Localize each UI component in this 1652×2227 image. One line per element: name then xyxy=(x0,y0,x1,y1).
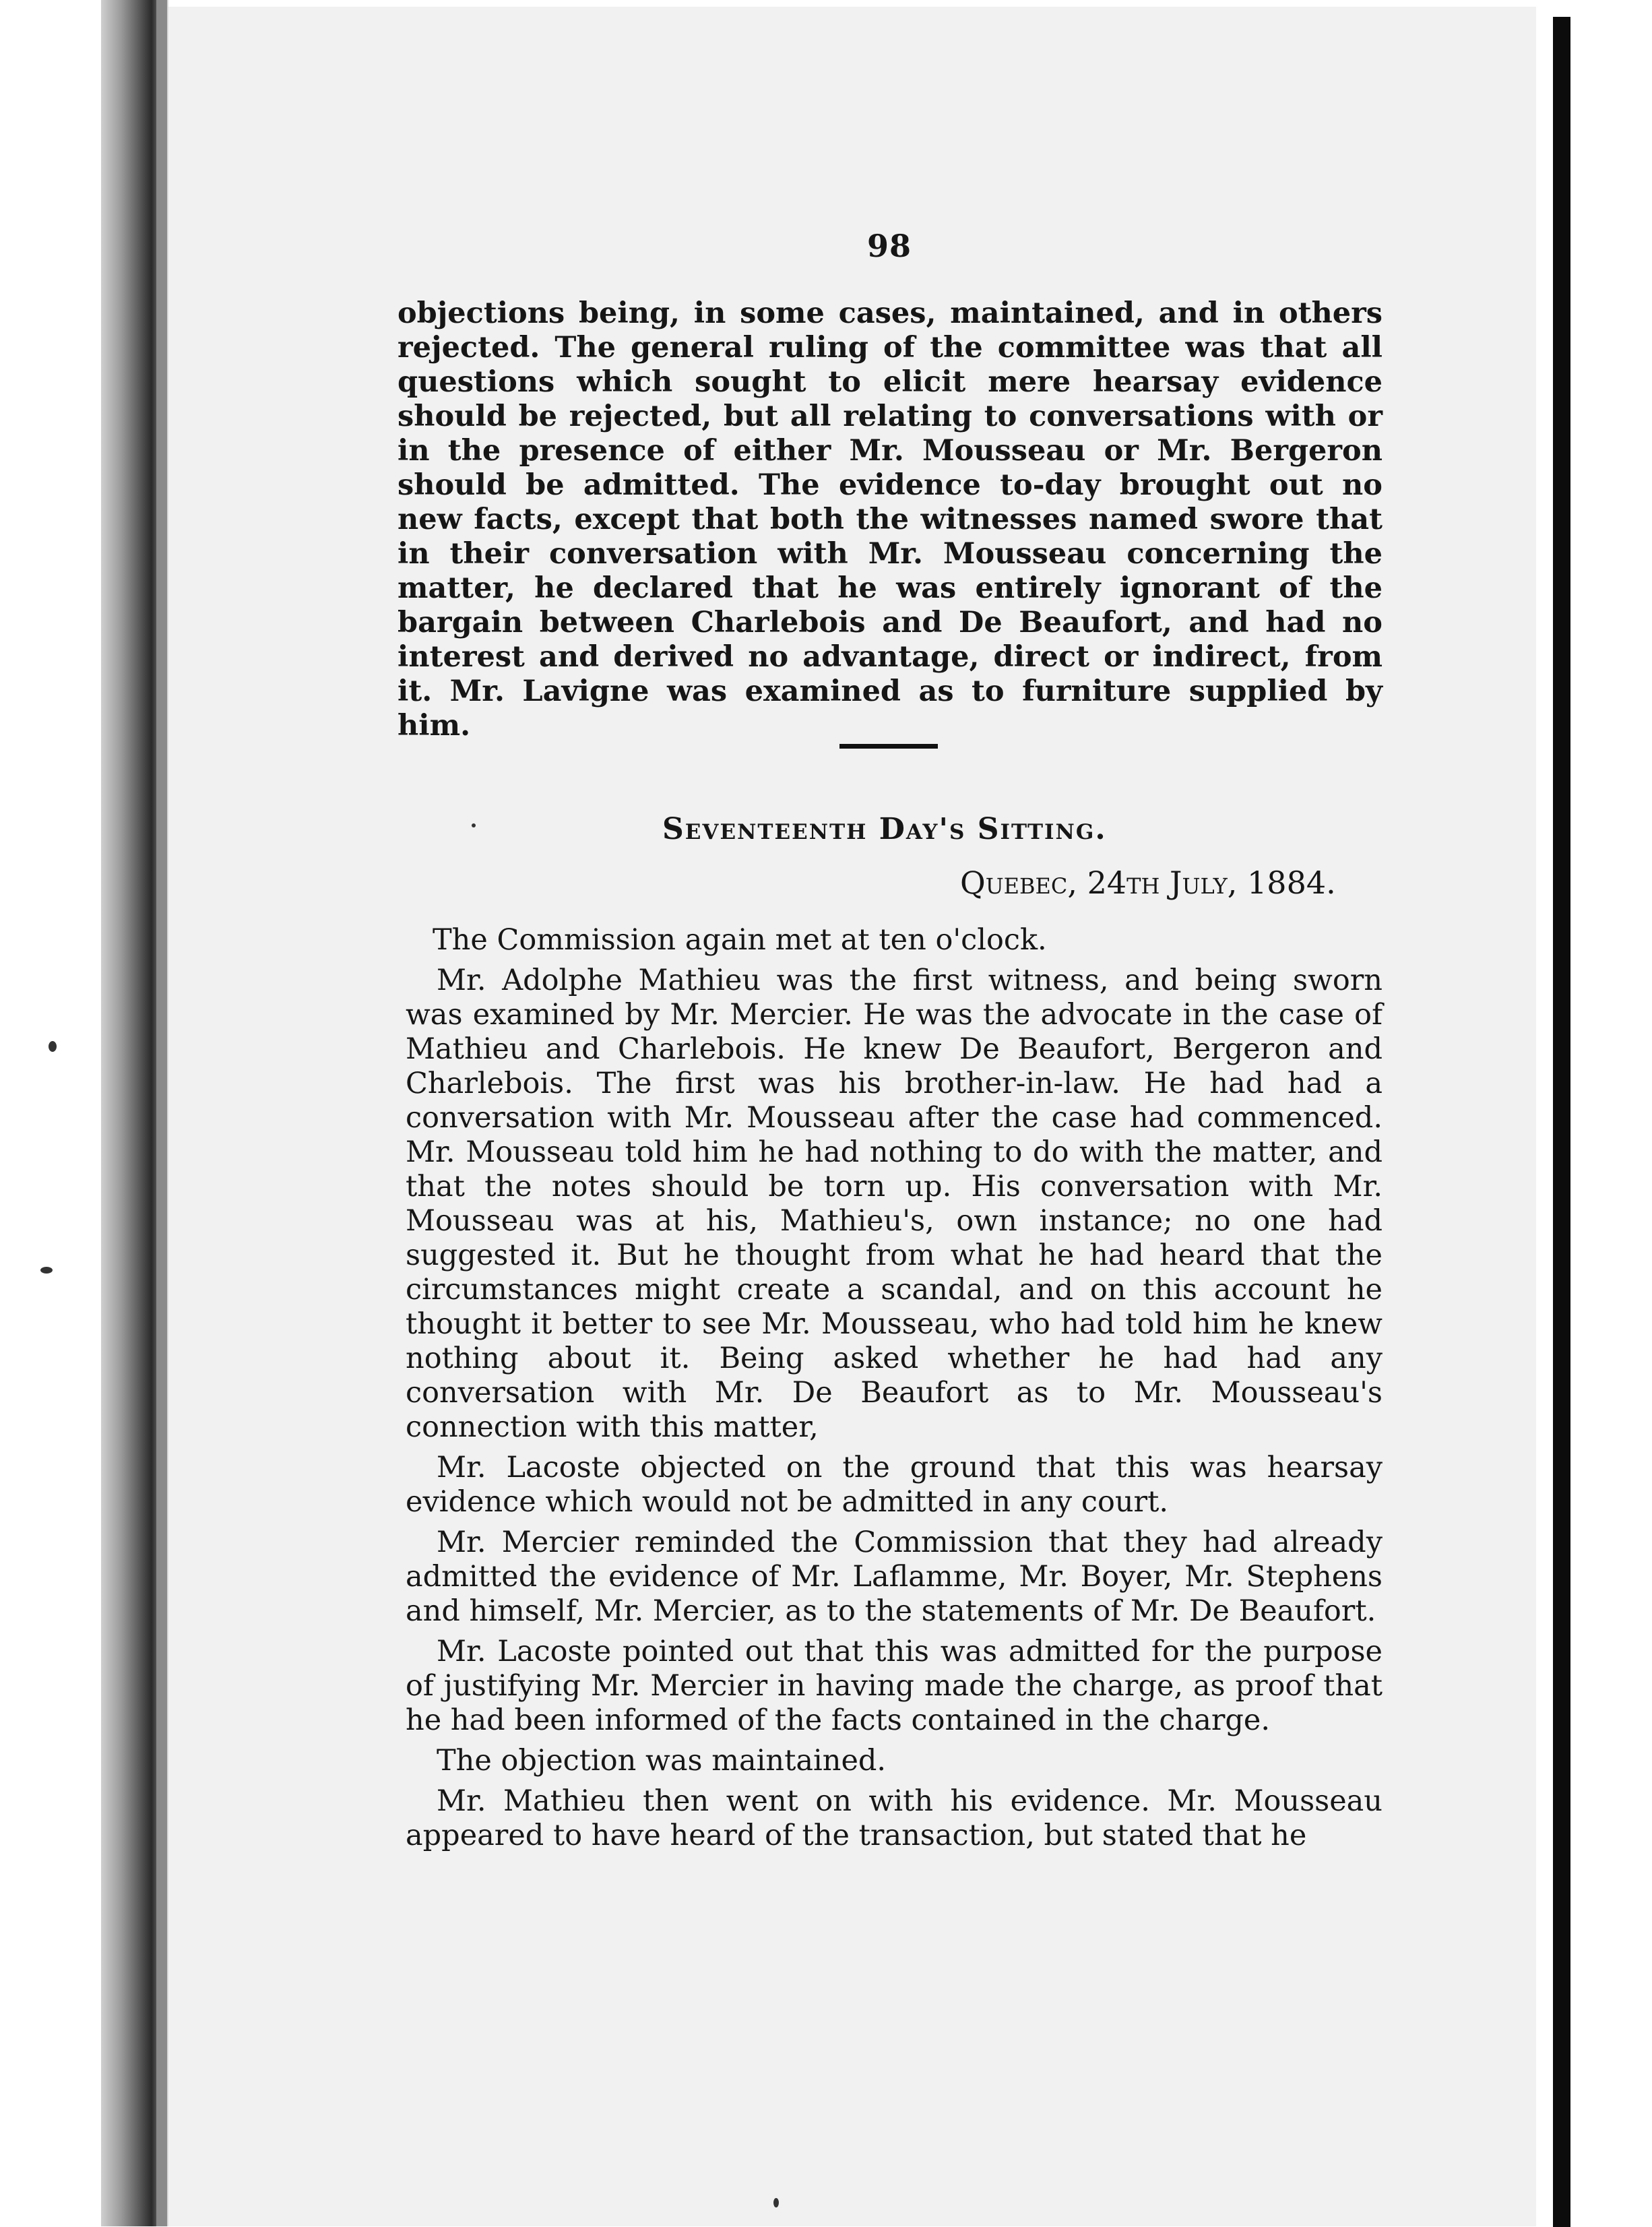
paragraph: Mr. Mercier reminded the Commission that they had already admitted the evidence of Mr. Laflamme, Mr. Boyer, Mr. Stephens and himself, Mr. Mercier, as to the statements of Mr. De Beaufort. xyxy=(406,1526,1383,1628)
dateline: Quebec, 24th July, 1884. xyxy=(960,865,1336,901)
scan-speck xyxy=(773,2198,779,2207)
paragraph: Mr. Mathieu then went on with his evidence. Mr. Mousseau appeared to have heard of the transaction, but stated that he xyxy=(406,1784,1383,1852)
paragraph: The Commission again met at ten o'clock. xyxy=(433,923,1047,957)
scan-speck xyxy=(472,823,476,827)
paragraph: Mr. Lacoste objected on the ground that this was hearsay evidence which would not be admitted in any court. xyxy=(406,1451,1383,1519)
book-gutter xyxy=(156,0,167,2226)
page-number: 98 xyxy=(867,228,912,264)
facing-page-binding xyxy=(1553,17,1570,2227)
opening-paragraph: objections being, in some cases, maintained, and in others rejected. The general ruling of the committee was that all questions which sought to elicit mere hearsay evidence should be rejected, but all relating to conversations with or in the presence of either Mr. Mousseau or Mr. Bergeron should be admitted. The evidence to-day brought out no new facts, except that both the witnesses named swore that in their conversation with Mr. Mousseau concerning the matter, he declared that he was entirely ignorant of the bargain between Charlebois and De Beaufort, and had no interest and derived no advantage, direct or indirect, from it. Mr. Lavigne was examined as to furniture supplied by him. xyxy=(398,296,1383,743)
body-text xyxy=(406,923,1383,1859)
scan-speck xyxy=(40,1267,53,1274)
section-heading: Seventeenth Day's Sitting. xyxy=(662,812,1107,846)
opening-paragraph-block xyxy=(398,296,1383,743)
scan-speck xyxy=(49,1041,57,1052)
paragraph: Mr. Adolphe Mathieu was the first witness, and being sworn was examined by Mr. Mercier. He was the advocate in the case of Mathieu and Charlebois. He knew De Beaufort, Bergeron and Charlebois. The first was his brother-in-law. He had had a conversation with Mr. Mousseau after the case had commenced. Mr. Mousseau told him he had nothing to do with the matter, and that the notes should be torn up. His conversation with Mr. Mousseau was at his, Mathieu's, own instance; no one had suggested it. But he thought from what he had heard that the circumstances might create a scandal, and on this account he thought it better to see Mr. Mousseau, who had told him he knew nothing about it. Being asked whether he had had any conversation with Mr. De Beaufort as to Mr. Mousseau's connection with this matter, xyxy=(406,964,1383,1444)
paragraph: Mr. Lacoste pointed out that this was admitted for the purpose of justifying Mr. Mercier in having made the charge, as proof that he had been informed of the facts contained in the charge. xyxy=(406,1635,1383,1737)
section-divider-rule xyxy=(839,744,938,749)
paragraph: The objection was maintained. xyxy=(437,1744,887,1778)
